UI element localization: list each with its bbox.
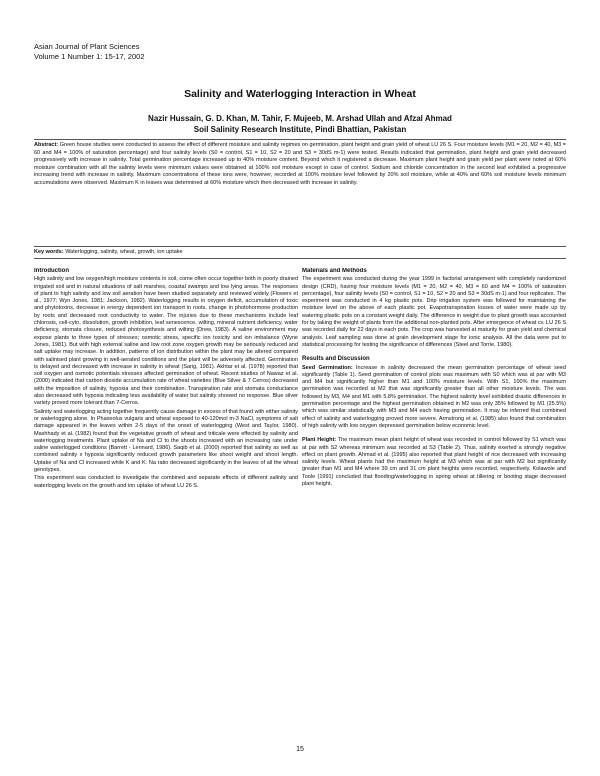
intro-paragraph: High salinity and low oxygen/high moisture contents in soil, come often occur together both in poorly drained irrigated soil and in natural situations of salt marshes, coastal swamps and low lying areas. The responses of plant to high salinity and low soil aeration have been studied separately and reviewed widely (Flowers et al., 1977; Wyn Jones, 1981; Jackson, 1982). Waterlogging results in oxygen deficit, accumulation of toxic and phytotoxins, decrease in energy dependent ion transport in roots, change in photohormone production by roots and decreased root conductivity to water. The injuries due to these mechanisms include leaf chlorosis, cell-cyto, dissolution, growth inhibition, leaf senescence, wilting, mineral nutrient deficiency, water deficiency, stomata closure, reduced photosynthesis and wilting (Drew, 1983). A saline environment may expose plants to three types of stresses; osmotic stress, specific ion toxicity and ion imbalance (Wyne Jones, 1981). But with high external saline and low root zone oxygen growth may be seriously reduced and salt uptake may increase. In addition, patterns of ion distribution within the plant may be altered compared with salinised plant growing in well-aerated conditions and the plant will be adversely affected. Germination is delayed and decreased with increase in salinity in wheat (Sarig, 1981). Akhtar et al. (1978) reported that soil oxygen and osmotic potentials stresses affected germination of wheat. Recent studies of Nawaz et al. (2000) indicated that carbon dioxide accumulation rate of wheat varieties (Blue Silver & 7 Cerros) decreased with the imposition of salinity, hypoxia and their combination. Transpiration rate and stomata conductance also decreased with hypoxia indicating less availability of water but salinity showed no response. Blue silver variety proved more tolerant than 7-Cerros.	[34, 276, 298, 407]
left-column	[34, 268, 298, 758]
abstract-top-rule	[34, 139, 566, 140]
intro-paragraph: This experiment was conducted to investigate the combined and separate effects of different salinity and waterlogging levels on the growth and ion uptake of wheat LU 26 S.	[34, 475, 298, 489]
journal-name: Asian Journal of Plant Sciences	[34, 42, 140, 51]
germination-text: Increase in salinity decreased the mean germination percentage of wheat seed significantly (Table 1). Seed germination of control plots was maximum with S0 which was at par with M3 and M4 but significantly higher than M1 and 100% moisture levels. With S1, 100% the maximum germination was recorded at M2 that was significantly greater than all other moisture levels. The was followed by M3, M4 and M1 with 5.8% germination. The highest salinity level exhibited drastic differences in germination percentage and the highest germination obtained in M2 was only 35% followed by M1 (25.5%) which was similar statistically with M3 and M4 each having germination. It may be inferred that combined effect of salinity and waterlogging proved more severe. Armstrong et al. (1985) also found that combination of high salinity with low oxygen depressed germination below economic level.	[302, 364, 566, 429]
keywords-top-rule	[34, 246, 566, 247]
page-number: 15	[296, 746, 304, 753]
abstract-label: Abstract:	[34, 142, 59, 148]
abstract-text: Green house studies were conducted to assess the effect of different moisture and salinity regimes on germination, plant height and grain yield of wheat LU 26 S. Four moisture levels (M1 = 20, M2 = 40, M3 = 60 and M4 = 100% of saturation percentage) and four salinity levels (S0 = control, S1 = 10, S2 = 20 and S3 = 30dS m-1) were tested. Results indicated that germination, plant height and grain yield decreased progressively with increase in salinity. Total germination percentage increased up to 40% moisture content. Beyond which it registered a decrease. Maximum plant height and grain yield per plant were noted at 60% moisture combination with all the salinity levels were minimum values were obtained at 100% soil moisture except in case of control. Sodium and chloride concentration in the second leaf exhibited a progressive increasing trend with increase in salinity. Maximum concentrations of these ions were, however, recorded at 100% moisture level followed by 20% soil moisture, while at 40% and 60% soil moisture levels minimum accumulations were observed. Maximum K in leaves was determined at 60% moisture which then decreased with increase in salinity.	[34, 142, 566, 186]
germination-lead: Seed Germination:	[302, 364, 353, 371]
keywords-text: Waterlogging, salinity, wheat, growth, ion uptake	[65, 249, 183, 255]
results-paragraph	[302, 365, 566, 431]
journal-header	[34, 42, 145, 62]
right-column	[302, 268, 566, 758]
affiliation: Soil Salinity Research Institute, Pindi Bhattian, Pakistan	[193, 125, 407, 134]
introduction-heading: Introduction	[34, 268, 69, 274]
abstract	[34, 142, 566, 252]
keywords-label: Key words:	[34, 249, 64, 255]
intro-paragraph: Salinity and waterlogging acting together frequently cause damage in excess of that found with either salinity or waterlogging alone. In Phaseolus vulgaris and wheat exposed to 40-120mol m-3 NaCl, symptoms of salt damage appeared in the leaves within 2-5 days of the onset of waterlogging (West and Taylor, 1980). Mashhady et al. (1982) found that the vegetative growth of wheat and triticale were effected by salinity and waterlogging treatments. Plant uptake of Na and Cl to the shoots increased with an increasing rate under saline waterlogged conditions (Barrett - Lennard, 1986). Saqib et al. (2000) reported that salinity as well as combined salinity x hypoxia significantly reduced growth parameters like shoot weight and shoot length. Uptake of Na and Cl increased while K and K: Na ratio decreased significantly in the leaves of all the wheat genotypes.	[34, 408, 298, 474]
results-heading: Results and Discussion	[302, 356, 370, 363]
plant-height-lead: Plant Height:	[302, 437, 337, 444]
keywords-bottom-rule	[34, 258, 566, 259]
keywords	[34, 249, 566, 256]
author-list: Nazir Hussain, G. D. Khan, M. Tahir, F. Mujeeb, M. Arshad Ullah and Afzal Ahmad	[148, 114, 452, 123]
journal-volume: Volume 1 Number 1: 15-17, 2002	[34, 52, 145, 61]
methods-heading: Materials and Methods	[302, 268, 367, 274]
results-paragraph	[302, 437, 566, 488]
methods-paragraph: The experiment was conducted during the year 1999 in factorial arrangement with completely randomized design (CRD), having four moisture levels (M1 = 20, M2 = 40, M3 = 60 and M4 = 100% of saturation percentage), four salinity levels (S0 = control, S1 = 10, S2 = 20 and S3 = 30dS m-1) and four replicates. The experiment was conducted in 4 kg plastic pots. Drip irrigation system was followed for maintaining the moisture level on the above of each plastic pot. Evapotranspiration losses of water were made up by watering plastic pots on a constant weight daily. The difference in weight due to plant growth was accounted for by taking the weight of plants from the additional non-planted pots. After emergence of wheat cv. LU 26 S was recorded daily for 22 days in each pots. The crop was harvested at maturity for grain yield and chemical analysis. Leaf sampling was done at grain development stage for ionic analysis. All the data were put to statistical processing for testing the significance of differences (Steel and Torrie, 1980).	[302, 276, 566, 348]
paper-title: Salinity and Waterlogging Interaction in Wheat	[184, 88, 416, 100]
plant-height-text: The maximum mean plant height of wheat was recorded in control followed by S1 which was at par with S2 whereas minimum was recorded at S3 (Table 2). Thus, salinity exerted a strongly negative effect on plant growth. Ahmad et al. (1995) also reported that plant height of rice decreased with increasing salinity levels. Wheat plants had the maximum height at M3 which was at par with M2 but significantly greater than M1 and M4 where 39 cm and 31 cm plant heights were recorded, respectively. Kolawole and Toole (1991) concluded that flooding/waterlogging in spring wheat at tillering or booting stage decreased plant height.	[302, 437, 566, 488]
